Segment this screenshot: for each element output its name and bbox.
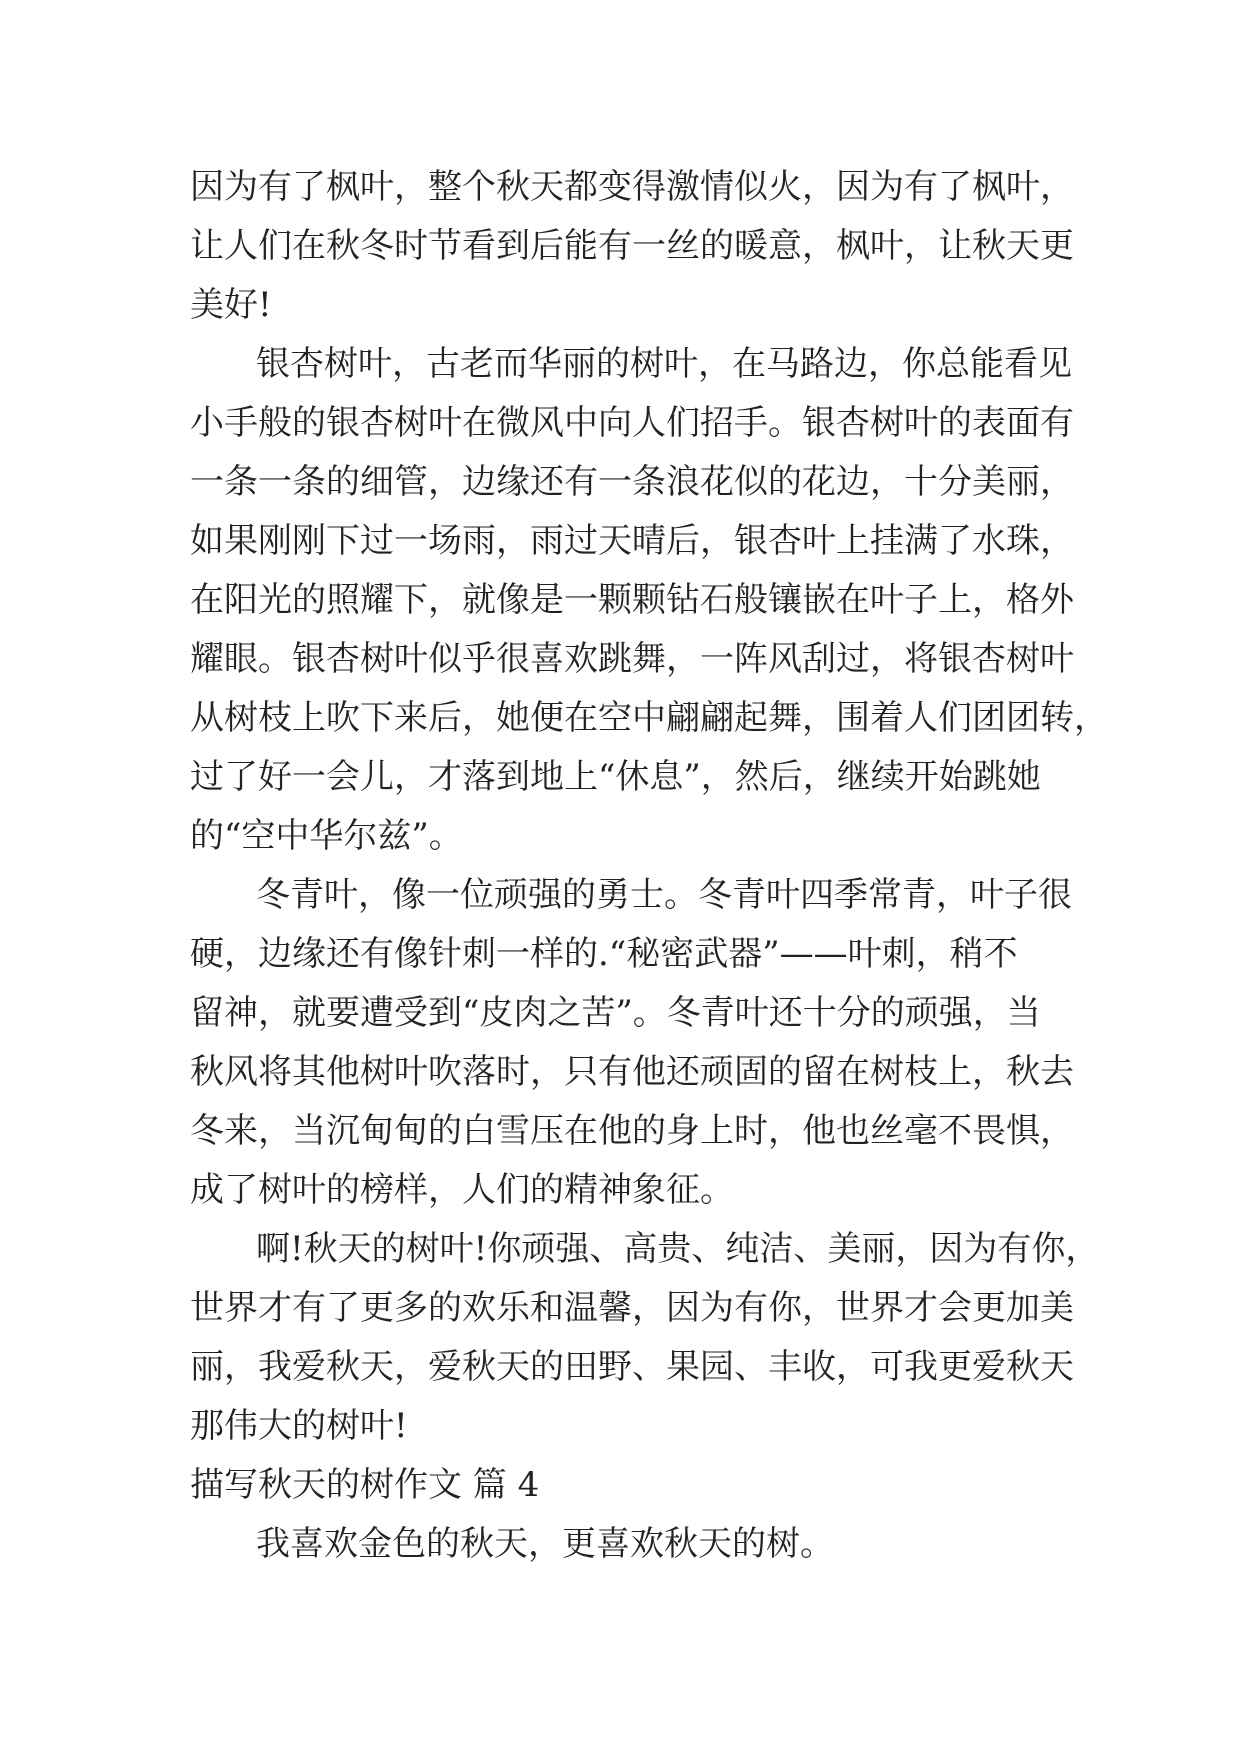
text-line: 因为有了枫叶，整个秋天都变得激情似火，因为有了枫叶， [190,167,1074,207]
section-heading: 描写秋天的树作文 篇 4 [190,1465,540,1505]
text-line: 小手般的银杏树叶在微风中向人们招手。银杏树叶的表面有 [190,403,1074,443]
text-line: 一条一条的细管，边缘还有一条浪花似的花边，十分美丽， [190,462,1074,502]
paragraph-maple-leaf [190,158,1074,335]
text-line: 世界才有了更多的欢乐和温馨，因为有你，世界才会更加美 [190,1288,1074,1328]
text-line: 那伟大的树叶! [190,1406,408,1446]
text-line: 硬，边缘还有像针刺一样的.“秘密武器”——叶刺，稍不 [190,934,1018,974]
paragraph-holly-leaf [190,866,1074,1220]
text-line: 耀眼。银杏树叶似乎很喜欢跳舞，一阵风刮过，将银杏树叶 [190,639,1074,679]
paragraph-intro-section-4 [190,1515,1070,1574]
paragraph-autumn-leaves-ode [190,1220,1100,1456]
text-line: 冬青叶，像一位顽强的勇士。冬青叶四季常青，叶子很 [256,875,1072,915]
text-line: 成了树叶的榜样，人们的精神象征。 [190,1170,734,1210]
text-line: 银杏树叶，古老而华丽的树叶，在马路边，你总能看见 [256,344,1072,384]
document-body [190,158,1108,1574]
text-line: 如果刚刚下过一场雨，雨过天晴后，银杏叶上挂满了水珠， [190,521,1074,561]
text-line: 丽，我爱秋天，爱秋天的田野、果园、丰收，可我更爱秋天 [190,1347,1074,1387]
text-line: 从树枝上吹下来后，她便在空中翩翩起舞，围着人们团团转， [190,698,1108,738]
text-line: 我喜欢金色的秋天，更喜欢秋天的树。 [256,1524,834,1564]
text-line: 美好! [190,285,272,325]
text-line: 的“空中华尔兹”。 [190,816,463,856]
text-line: 在阳光的照耀下，就像是一颗颗钻石般镶嵌在叶子上，格外 [190,580,1074,620]
text-line: 让人们在秋冬时节看到后能有一丝的暖意，枫叶，让秋天更 [190,226,1074,266]
text-line: 啊!秋天的树叶!你顽强、高贵、纯洁、美丽，因为有你， [256,1229,1100,1269]
text-line: 冬来，当沉甸甸的白雪压在他的身上时，他也丝毫不畏惧， [190,1111,1074,1151]
text-line: 秋风将其他树叶吹落时，只有他还顽固的留在树枝上，秋去 [190,1052,1074,1092]
text-line: 留神，就要遭受到“皮肉之苦”。冬青叶还十分的顽强，当 [190,993,1041,1033]
paragraph-ginkgo-leaf [190,335,1108,866]
text-line: 过了好一会儿，才落到地上“休息”，然后，继续开始跳她 [190,757,1041,797]
